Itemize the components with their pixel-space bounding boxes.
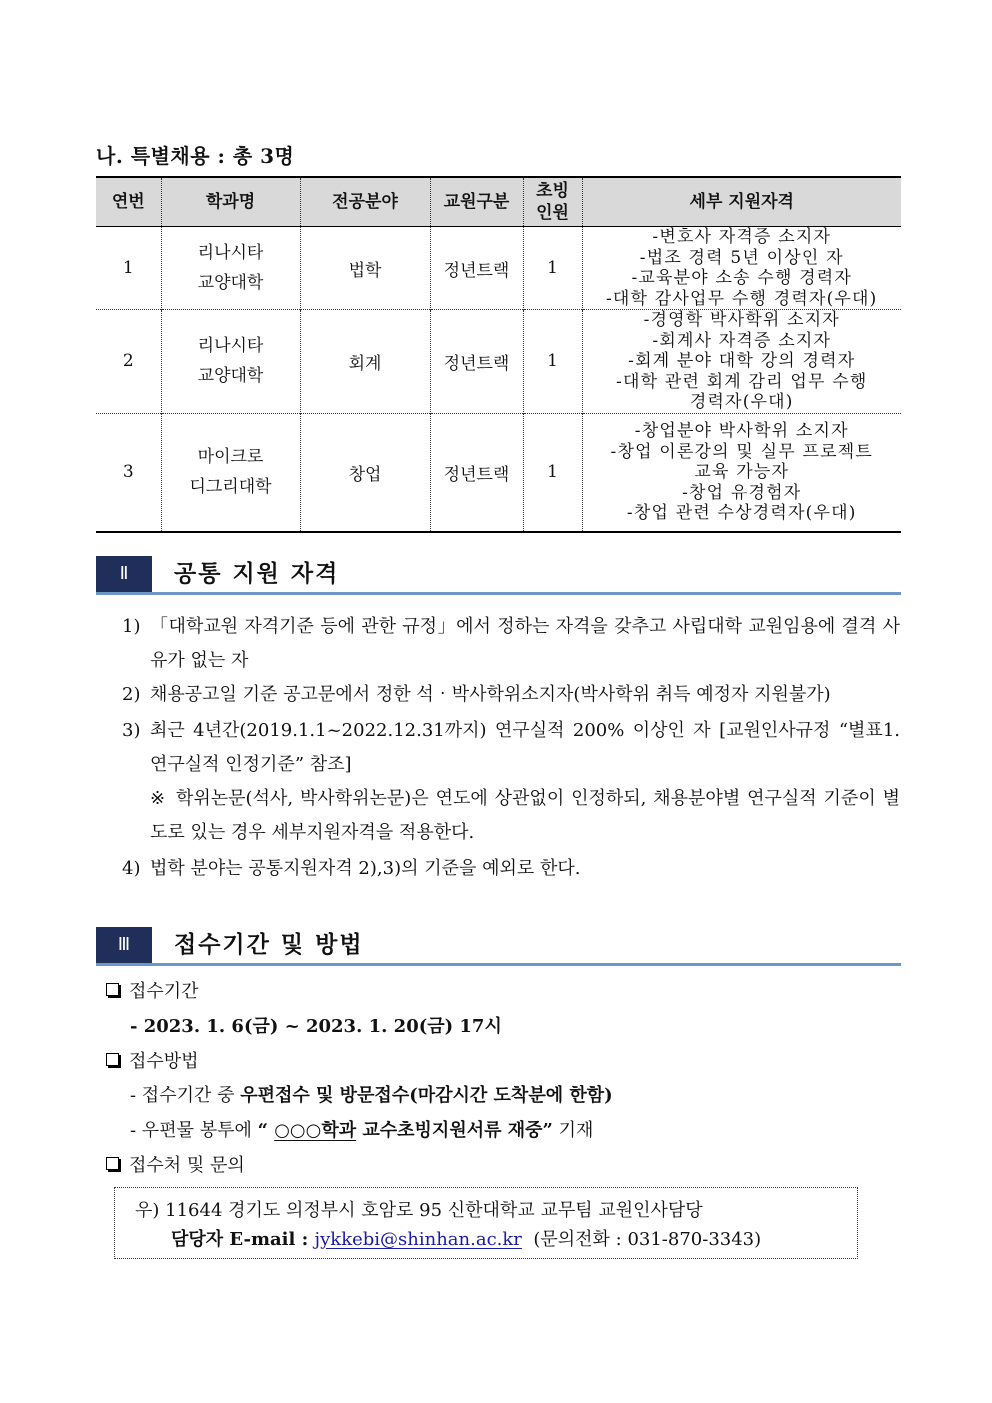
special-hiring-title: 나. 특별채용 : 총 3명 xyxy=(96,144,295,168)
method1-prefix: - 접수기간 중 xyxy=(130,1085,241,1106)
contact-heading xyxy=(106,1151,245,1177)
method2-emphasis: 교수초빙지원서류 재중” xyxy=(356,1120,553,1141)
dept-line: 교양대학 xyxy=(197,273,264,293)
row-dept xyxy=(161,227,300,310)
header-invite-line1: 초빙 xyxy=(536,181,569,201)
section-2-title: 공통 지원 자격 xyxy=(174,560,340,587)
email-label: 담당자 E-mail : xyxy=(171,1229,315,1250)
qual-line: 교육 가능자 xyxy=(694,462,790,482)
item-number: 4) xyxy=(122,858,141,879)
contact-label: 접수처 및 문의 xyxy=(129,1155,245,1176)
dept-line: 교양대학 xyxy=(197,366,264,387)
item-text: 채용공고일 기준 공고문에서 정한 석‧박사학위소지자(박사학위 취득 예정자 지원불가) xyxy=(150,684,831,705)
section-3-title: 접수기간 및 방법 xyxy=(174,931,364,958)
checkbox-icon xyxy=(106,983,119,996)
row-major: 회계 xyxy=(300,310,430,414)
row-count: 1 xyxy=(523,227,582,310)
table-header-row xyxy=(96,177,901,227)
dept-line: 리나시타 xyxy=(197,243,264,263)
row-dept xyxy=(161,310,300,414)
common-qual-note xyxy=(150,782,900,850)
item-number: 2) xyxy=(122,684,141,705)
period-value: - 2023. 1. 6(금) ~ 2023. 1. 20(금) 17시 xyxy=(130,1016,502,1037)
method1-emphasis: 우편접수 및 방문접수(마감시간 도착분에 한함) xyxy=(240,1085,613,1106)
qual-line: -경영학 박사학위 소지자 xyxy=(643,310,840,330)
section-3-header xyxy=(96,927,901,966)
dept-line: 디그리대학 xyxy=(189,477,272,498)
row-qualifications xyxy=(582,227,901,310)
contact-phone: (문의전화 : 031-870-3343) xyxy=(533,1229,762,1250)
qual-line: -변호사 자격증 소지자 xyxy=(652,227,832,247)
method2-prefix: - 우편물 봉투에 xyxy=(130,1120,258,1141)
item-text: 최근 4년간(2019.1.1~2022.12.31까지) 연구실적 200% 이상인 자 [교원인사규정 “별표1. 연구실적 인정기준” 참조] xyxy=(150,720,900,775)
header-faculty-type: 교원구분 xyxy=(430,177,523,227)
section-3-number: Ⅲ xyxy=(96,927,152,963)
row-qualifications xyxy=(582,310,901,414)
row-no: 1 xyxy=(96,227,161,310)
common-qual-item-2 xyxy=(122,678,900,712)
row-faculty-type: 정년트랙 xyxy=(430,227,523,310)
method-line-2 xyxy=(130,1116,593,1142)
table-row xyxy=(96,227,901,310)
method2-open-quote: “ xyxy=(257,1120,275,1141)
qual-line: -창업 관련 수상경력자(우대) xyxy=(626,503,857,523)
item-text: 법학 분야는 공통지원자격 2),3)의 기준을 예외로 한다. xyxy=(150,858,581,879)
method2-suffix: 기재 xyxy=(552,1120,594,1141)
dept-line: 리나시타 xyxy=(197,336,264,357)
table-row xyxy=(96,413,901,532)
note-text: 학위논문(석사, 박사학위논문)은 연도에 상관없이 인정하되, 채용분야별 연구실적 기준이 별도로 있는 경우 세부지원자격을 적용한다. xyxy=(150,788,900,843)
row-no: 2 xyxy=(96,310,161,414)
item-text: 「대학교원 자격기준 등에 관한 규정」에서 정하는 자격을 갖추고 사립대학 교원임용에 결격 사유가 없는 자 xyxy=(150,616,900,671)
header-major: 전공분야 xyxy=(300,177,430,227)
qual-line: -창업 유경험자 xyxy=(682,482,802,503)
method-line-1 xyxy=(130,1081,613,1107)
row-dept xyxy=(161,413,300,532)
qual-line: -교육분야 소송 수행 경력자 xyxy=(631,268,853,288)
header-qualifications: 세부 지원자격 xyxy=(582,177,901,227)
qual-line: -대학 감사업무 수행 경력자(우대) xyxy=(605,288,878,309)
row-count: 1 xyxy=(523,310,582,414)
special-hiring-table xyxy=(96,176,901,533)
period-heading xyxy=(106,977,199,1003)
item-number: 1) xyxy=(122,616,141,637)
common-qual-item-4 xyxy=(122,852,900,886)
checkbox-icon xyxy=(106,1053,119,1066)
qual-line: 경력자(우대) xyxy=(689,392,794,412)
common-qual-item-3 xyxy=(122,714,900,782)
row-faculty-type: 정년트랙 xyxy=(430,413,523,532)
contact-address: 우) 11644 경기도 의정부시 호암로 95 신한대학교 교무팀 교원인사담당 xyxy=(135,1200,703,1221)
method-heading xyxy=(106,1047,199,1073)
period-label: 접수기간 xyxy=(129,981,199,1002)
qual-line: -대학 관련 회계 감리 업무 수행 xyxy=(616,371,868,392)
qual-line: -회계 분야 대학 강의 경력자 xyxy=(628,351,856,371)
method-label: 접수방법 xyxy=(129,1051,199,1072)
item-number: 3) xyxy=(122,720,141,741)
qual-line: -법조 경력 5년 이상인 자 xyxy=(639,247,844,268)
method2-dept-placeholder: ○○○학과 xyxy=(274,1120,357,1141)
qual-line: -창업분야 박사학위 소지자 xyxy=(634,421,849,441)
common-qual-item-1 xyxy=(122,610,900,678)
header-no: 연번 xyxy=(96,177,161,227)
qual-line: -창업 이론강의 및 실무 프로젝트 xyxy=(610,441,873,462)
dept-line: 마이크로 xyxy=(197,447,264,468)
header-invite-count xyxy=(523,177,582,227)
qual-line: -회계사 자격증 소지자 xyxy=(652,330,832,351)
header-invite-line2: 인원 xyxy=(536,203,569,223)
note-mark: ※ xyxy=(150,788,166,809)
table-row xyxy=(96,310,901,414)
header-dept: 학과명 xyxy=(161,177,300,227)
checkbox-icon xyxy=(106,1157,119,1170)
section-2-header xyxy=(96,556,901,595)
section-2-number: Ⅱ xyxy=(96,556,152,592)
row-major: 창업 xyxy=(300,413,430,532)
email-link[interactable]: jykkebi@shinhan.ac.kr xyxy=(314,1229,522,1250)
row-no: 3 xyxy=(96,413,161,532)
row-qualifications xyxy=(582,413,901,532)
row-faculty-type: 정년트랙 xyxy=(430,310,523,414)
contact-email-line xyxy=(171,1225,761,1251)
row-count: 1 xyxy=(523,413,582,532)
row-major: 법학 xyxy=(300,227,430,310)
contact-box xyxy=(114,1187,858,1259)
